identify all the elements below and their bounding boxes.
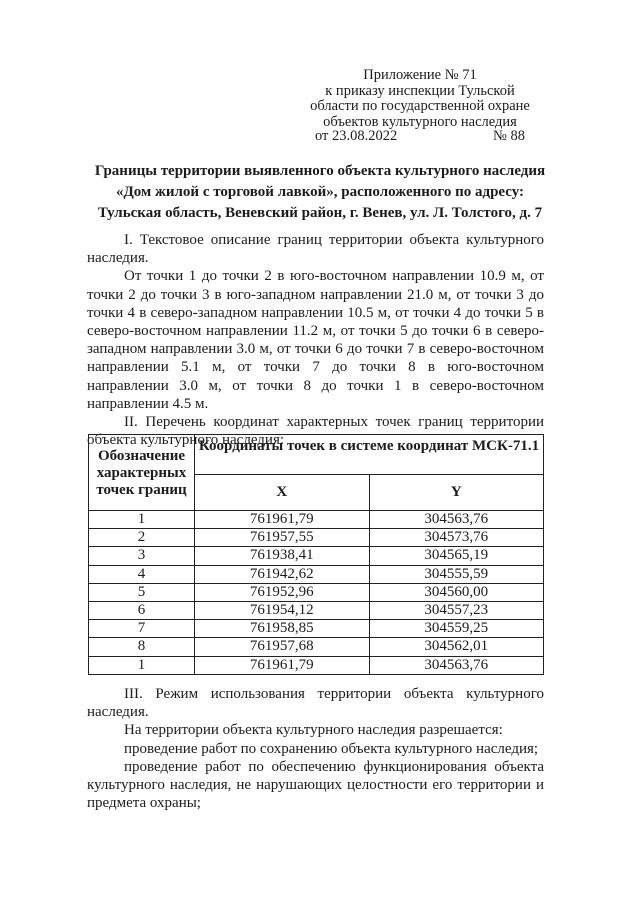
point-cell: 4 [89, 565, 195, 583]
x-cell: 761961,79 [195, 656, 370, 674]
title-line: «Дом жилой с торговой лавкой», расположенного по адресу: [115, 184, 525, 200]
point-cell: 3 [89, 547, 195, 565]
order-date-number [315, 128, 525, 145]
y-cell: 304573,76 [369, 529, 544, 547]
x-cell: 761957,55 [195, 529, 370, 547]
x-cell: 761958,85 [195, 620, 370, 638]
section-2-heading: II. Перечень координат характерных точек границ территории объекта культурного наследия: [87, 414, 544, 449]
point-cell: 7 [89, 620, 195, 638]
allowed-item: проведение работ по сохранению объекта культурного наследия; [124, 740, 539, 757]
point-cell: 5 [89, 583, 195, 601]
appendix-line: области по государственной охране [310, 98, 530, 114]
document-title [80, 161, 560, 224]
boundary-description: От точки 1 до точки 2 в юго-восточном направлении 10.9 м, от точки 2 до точки 3 в юго-западном направлении 21.0 м, от точки 3 до точки 4 в северо-западном направлении 10.5 м, от точки 4 до точки 5 в северо-восточном направлении 11.2 м, от точки 5 до точки 6 в северо-западном направлении 3.0 м, от точки 6 до точки 7 в северо-восточном направлении 5.1 м, от точки 7 до точки 8 в юго-восточном направлении 3.0 м, от точки 8 до точки 1 в северо-восточном направлении 4.5 м. [87, 268, 544, 412]
y-cell: 304562,01 [369, 638, 544, 656]
allowed-item: проведение работ по обеспечению функционирования объекта культурного наследия, не нарушающих целостности его территории и предмета охраны; [87, 758, 544, 812]
order-date: от 23.08.2022 [315, 128, 398, 144]
point-cell: 1 [89, 656, 195, 674]
column-header-x: X [195, 475, 370, 511]
y-cell: 304565,19 [369, 547, 544, 565]
table-row [89, 620, 544, 638]
y-cell: 304560,00 [369, 583, 544, 601]
y-cell: 304557,23 [369, 601, 544, 619]
table-row [89, 547, 544, 565]
order-number: № 88 [493, 128, 525, 144]
table-row [89, 601, 544, 619]
x-cell: 761938,41 [195, 547, 370, 565]
coordinates-table [88, 434, 544, 675]
table-row [89, 638, 544, 656]
table-row [89, 529, 544, 547]
y-cell: 304563,76 [369, 656, 544, 674]
table-row [89, 511, 544, 529]
column-header-coordinates: Координаты точек в системе координат МСК-71.1 [195, 435, 544, 475]
point-cell: 8 [89, 638, 195, 656]
x-cell: 761961,79 [195, 511, 370, 529]
allowed-intro: На территории объекта культурного наследия разрешается: [124, 722, 503, 739]
x-cell: 761952,96 [195, 583, 370, 601]
x-cell: 761942,62 [195, 565, 370, 583]
y-cell: 304563,76 [369, 511, 544, 529]
y-cell: 304559,25 [369, 620, 544, 638]
title-line: Тульская область, Веневский район, г. Венев, ул. Л. Толстого, д. 7 [97, 205, 543, 221]
section-3-heading: III. Режим использования территории объекта культурного наследия. [87, 686, 544, 721]
section-1-heading: I. Текстовое описание границ территории объекта культурного наследия. [87, 232, 544, 267]
appendix-line: объектов культурного наследия [323, 113, 517, 130]
column-header-point: Обозначение характерных точек границ [89, 435, 195, 511]
table-row [89, 565, 544, 583]
column-header-y: Y [369, 475, 544, 511]
section-3 [87, 685, 544, 812]
title-line: Границы территории выявленного объекта культурного наследия [94, 163, 546, 179]
y-cell: 304555,59 [369, 565, 544, 583]
table-row [89, 583, 544, 601]
point-cell: 1 [89, 511, 195, 529]
appendix-block [300, 68, 540, 130]
point-cell: 2 [89, 529, 195, 547]
appendix-line: к приказу инспекции Тульской [325, 82, 515, 99]
section-1 [87, 231, 544, 449]
table-row [89, 656, 544, 674]
x-cell: 761957,68 [195, 638, 370, 656]
x-cell: 761954,12 [195, 601, 370, 619]
point-cell: 6 [89, 601, 195, 619]
appendix-line: Приложение № 71 [363, 67, 477, 83]
